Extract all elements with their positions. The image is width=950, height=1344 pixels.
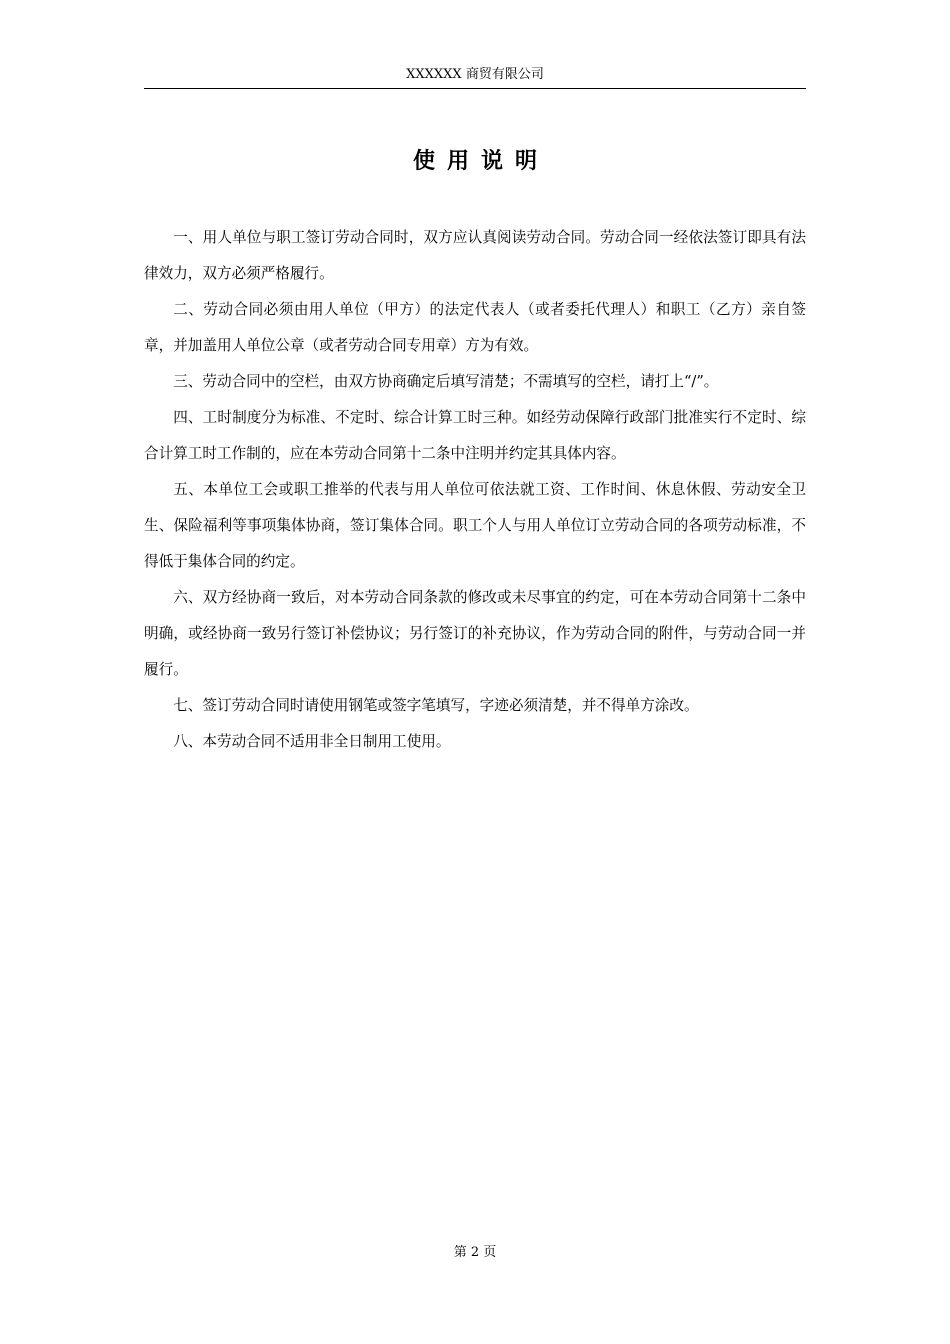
paragraph-7: 七、签订劳动合同时请使用钢笔或签字笔填写，字迹必须清楚，并不得单方涂改。	[173, 697, 699, 714]
paragraph-5: 五、本单位工会或职工推举的代表与用人单位可依法就工资、工作时间、休息休假、劳动安全卫生、保险福利等事项集体协商，签订集体合同。职工个人与用人单位订立劳动合同的各项劳动标准，不得低于集体合同的约定。	[144, 481, 806, 570]
paragraph-8: 八、本劳动合同不适用非全日制用工使用。	[173, 733, 451, 750]
page-number: 第 2 页	[453, 1245, 497, 1260]
header-company-name: XXXXXX 商贸有限公司	[406, 67, 544, 82]
paragraph-1: 一、用人单位与职工签订劳动合同时，双方应认真阅读劳动合同。劳动合同一经依法签订即具有法律效力，双方必须严格履行。	[144, 229, 806, 282]
page-header	[144, 66, 806, 89]
document-body	[144, 220, 806, 760]
page-footer	[144, 1244, 806, 1262]
paragraph-3: 三、劳动合同中的空栏，由双方协商确定后填写清楚；不需填写的空栏，请打上“/”。	[173, 373, 719, 390]
paragraph-4: 四、工时制度分为标准、不定时、综合计算工时三种。如经劳动保障行政部门批准实行不定时、综合计算工时工作制的，应在本劳动合同第十二条中注明并约定其具体内容。	[144, 409, 806, 462]
paragraph-6: 六、双方经协商一致后，对本劳动合同条款的修改或未尽事宜的约定，可在本劳动合同第十二条中明确，或经协商一致另行签订补偿协议；另行签订的补充协议，作为劳动合同的附件，与劳动合同一并履行。	[144, 589, 806, 678]
paragraph-2: 二、劳动合同必须由用人单位（甲方）的法定代表人（或者委托代理人）和职工（乙方）亲自签章，并加盖用人单位公章（或者劳动合同专用章）方为有效。	[144, 301, 806, 354]
document-title: 使用说明	[412, 148, 549, 174]
